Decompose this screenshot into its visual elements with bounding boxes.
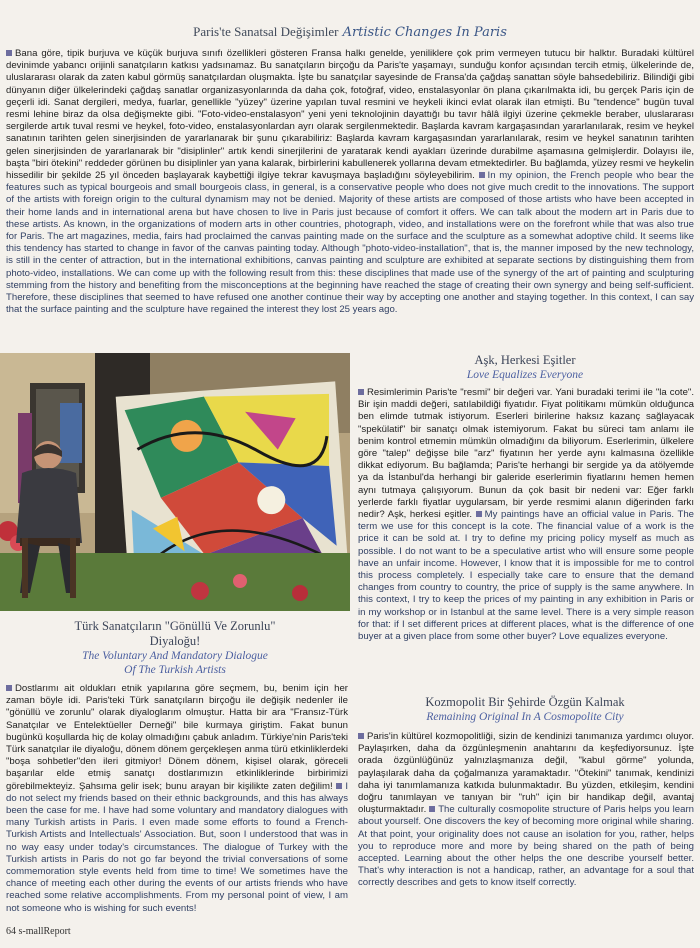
section-cosmo-body (358, 731, 694, 937)
section-love-text-en: My paintings have an official value in Paris. The term we use for this concept is la cote. The financial value of a work is the price it can be sold at. I try to define my pricing policy myself as much as possible. I do not want to be a speculative artist who will ensure some people have an unfair income. However, I know that it is impossible for me to control this process completely. I especially take care to ensure that the demand changes from country to country, the price of supply is the same anywhere. In this context, I try to keep the prices of my painting in any exhibition in Paris or in my workshop or in Istanbul at the same level. There is a very simple reason for that: if I set different prices at different places, what is the difference of one buyer at a given place from some other buyer? Love equalizes everyone. (358, 509, 694, 643)
page-title (0, 24, 700, 41)
intro-text-en: In my opinion, the French people who bear the features such as typical bourgeois and small bourgeois class, in general, is a conservative people who does not give much credit to the innovations. The support of the artists with foreign origin to the cultural dynamism may not be denied. Majority of these artists are composed of those artists who have been accepted in their home lands and in international arena but have chosen to live in Paris just because of comfort it offers. We can talk about the modern art in Paris due to these artists. As known, in the organizations of modern arts in other countries, photograph, video, and installations were on the forefront while that was also true for Paris. The art magazines, media, fairs had proclaimed the canvas painting made on the surface and the sculpture as a somewhat adoptive child. It seems like this tendency has started to change in favor of the canvas painting today. Although "photo-video-installation", that is, the manner imposed by the new technology, is still in the center of attraction, but in the international exhibitions, canvas painting and sculpture are exhibited at separate sections by distinguishing them from photo-video, installations. We can come up with the following result from this: these disciplines that made use of the synergy of the art of painting and sculpturing stemming from the history and benefiting from the misconceptions at the beginning have reached the stage of creating their own synergy and being self-sufficient. Therefore, these disciplines that seemed to have refused one another continue their way by accepting one another and staying together. In this context, I can say that the surface painting and the sculpture have regained the interest they lost 25 years ago. (6, 170, 694, 316)
bullet-square-icon (479, 172, 485, 178)
section-love-body (358, 387, 694, 683)
section-dialogue-heading (0, 619, 350, 677)
bullet-square-icon (358, 389, 364, 395)
section-love-heading (355, 353, 695, 382)
section-dialogue-title-tr-1: Türk Sanatçıların "Gönüllü Ve Zorunlu" (74, 619, 276, 633)
artist-photo (0, 353, 350, 611)
section-cosmo-title-tr: Kozmopolit Bir Şehirde Özgün Kalmak (425, 695, 625, 709)
section-dialogue-title-tr-2: Diyaloğu! (149, 634, 201, 648)
section-cosmo-text-tr: Paris'in kültürel kozmopolitliği, sizin de kendinizi tanımanıza yardımcı oluyor. Paylaşırken, daha da özgünleşmenin anahtarını da keşfediyorsunuz. İşte orada özgünlüğünüz yalnızlaşmanıza değil, "kabul görme" yolunda, paylaşılarak daha da çoğalmanıza yaramaktadır. "Ötekini" tanımak, kendinizi daha iyi tanımlamanıza katkıda bulunmaktadır. Bu yüzden, etkileşim, kendini doğru tanımlayan ve tanıyan bir "ruh" için bir handikap değil, avantaj oluşturmaktadır. (358, 731, 694, 816)
intro-text-tr: Bana göre, tipik burjuva ve küçük burjuva sınıfı özellikleri gösteren Fransa halkı genelde, yeniliklere çok prim vermeyen tutucu bir halktır. Buradaki kültürel devinimde yabancı orijinli sanatçıların katkısı yadsınamaz. Bu sanatçıların birçoğu da Paris'te yaşamayı, sunduğu konfor açısından tercih etmiş, ülkelerinde de, uluslararası olarak da zaten kabul görmüş sanatçılardan oluşmakta. İşte bu sanatçılar sayesinde de Fransa'da çağdaş sanattan söyle bahsedebiliriz. Bilindiği gibi dünyanın diğer ülkelerindeki çağdaş sanatlar organizasyonlarında da daha çok, fotoğraf, video, enstalasyonlar ön plana çıkarılmakta idi, bu gerçek Paris için de geçerli idi. Sanat dergileri, medya, fuarlar, genellikle "yüzey" üzerine yapılan tuval resmini ve heykeli ikinci evlat olarak ilan etmişti. Bu "tendence" bugün tuval resmi lehine biraz da olsa değişmekte gibi. "Foto-video-enstalasyon" yeni yeni teknolojinin dayattığı bu tavır hâlâ ilgiyi üzerine çekmekle beraber, uluslararası sergilerde artık tuval resmi ve heykel, foto-video, enstalasyonlardan ayrı olarak sergilenmektedir. Başlarda kavram kargaşasından yararlanılarak, resim ve heykel sanatının tarihten gelen sinerjisinden de yararlanarak bir şunu çıkarabiliriz: Başlarda kavram kargaşasından yararlanılarak, resim ve heykel sanatının tarihten gelen sinerjisinden de yararlanarak bir "disiplinler" artık kendi sinerjilerini de yaratarak kendi ayakları üzerinde durabilme aşamasına gelmişlerdir. Dolayısı ile, başta "biri ötekini" reddeder görünen bu disiplinler yan yana kalarak, birbirlerini kabullenerek yollarına devam etmektedirler. Bu bağlamda, yüzey resmi ve heykelin hissedilir bir şekilde 25 yıl önceden başlayarak kaybettiği ilgiye tekrar kavuşmaya başladığını söyleyebilirim. (6, 48, 694, 182)
intro-paragraph (6, 48, 694, 344)
section-love-title-tr: Aşk, Herkesi Eşitler (474, 353, 576, 367)
bullet-square-icon (429, 806, 435, 812)
magazine-name: s-mallReport (18, 926, 71, 937)
bullet-square-icon (336, 783, 342, 789)
section-cosmo-title-en: Remaining Original In A Cosmopolite City (426, 711, 624, 723)
bullet-square-icon (6, 50, 12, 56)
section-cosmo-text-en: The culturally cosmopolite structure of Paris helps you learn about yourself. One discovers the key of becoming more original while sharing. At that point, your originality does not cause an isolation for you, rather, helps you to reproduce more and more by being shared on the path of being accepted. Learning about the other helps the one describe yourself better. That's why interaction is not a handicap, rather, an advantage for a soul that correctly describes and gets to know itself correctly. (358, 804, 694, 889)
page-title-en: Artistic Changes In Paris (342, 25, 507, 40)
bullet-square-icon (6, 685, 12, 691)
bullet-square-icon (358, 733, 364, 739)
section-dialogue-text-tr: Dostlarımı ait oldukları etnik yapılarına göre seçmem, bu, benim için her zaman böyle idi. Paris'teki Türk sanatçıların birçoğu ile değişik nedenler ile "gönüllü ve zorunlu" olarak diyaloglarım olmuştur. Hatta bir ara "Fransız-Türk Sanatçılar ve Entelektüeller Derneği" bile kurmaya giriştim. Fakat bunun bugünkü koşullarda hiç de kolay olmadığını çabuk anladım. Türkiye'nin Paris'teki Türk sanatçılar ile diyaloğu, dönem dönem gerçekleşen anma türü etkinliklerdeki "boşa sohbetler"den ileri gitmiyor! Dönem dönem, kişisel olarak, göreceli başarılar elde etmiş sanatçı dostlarımızın etkinliklerinde birbirimizi görebilmekteyiz. Şahsıma gelir isek; bunu arayan bir kişilikte zaten değilim! (6, 683, 348, 792)
section-dialogue-title-en-2: Of The Turkish Artists (124, 664, 226, 676)
section-dialogue-title-en-1: The Voluntary And Mandatory Dialogue (82, 650, 268, 662)
section-love-title-en: Love Equalizes Everyone (466, 369, 584, 381)
page-number: 64 (6, 926, 16, 937)
section-dialogue-body (6, 683, 348, 919)
section-cosmo-heading (355, 695, 695, 724)
section-love-text-tr: Resimlerimin Paris'te "resmi" bir değeri var. Yani buradaki terimi ile "la cote". Bir işin maddi değeri, satılabildiği fiyatıdır. Fiyat politikamı mümkün olduğunca ben elimde tutmak istiyorum. Eserleri birilerine haksız kazanç sağlayacak "spekülatif" bir sanatçı olmak istemiyorum. Fakat bu süreci tam anlamı ile benim kontrol etmemin mümkün olmadığını da biliyorum. Eserlerimin, ülkelere göre "talep" değişse bile "arz" fiyatının her yerde aynı kalmasına özellikle dikkat ediyorum. Bu bağlamda; Paris'te herhangi bir sergide ya da atölyemde ya da İstanbul'da herhangi bir galeride eserlerimin fiyatlarını hemen hemen aynı tutmaya çalışıyorum. Bunun da çok basit bir nedeni var: Eğer farklı yerlerde farklı fiyatlar uygularsam, bir yerde resmimi alanın diğerinden farkı nedir? Aşk, herkesi eşitler. (358, 387, 694, 521)
page-footer (6, 926, 71, 937)
page-title-tr: Paris'te Sanatsal Değişimler (193, 24, 339, 39)
section-dialogue-text-en: I do not select my friends based on their ethnic backgrounds, and this has always been the case for me. I have had some voluntary and mandatory dialogues with many Turkish artists in Paris. I even made some efforts to found a French-Turkish Artists and Intellectuals' Association. But, soon I understood that was in no way easy under today's circumstances. The dialogue of Turkey with the Turkish artists in Paris do not go far beyond the trivial conversations of some commemoration style events held from time to time! We sometimes have the chance of meeting each other during the events of our artists friends who have reached some relative accomplishments. From my personal point of view, I am not someone who is wishing for such events! (6, 780, 348, 914)
artist-with-painting-image (0, 353, 350, 611)
bullet-square-icon (476, 511, 482, 517)
